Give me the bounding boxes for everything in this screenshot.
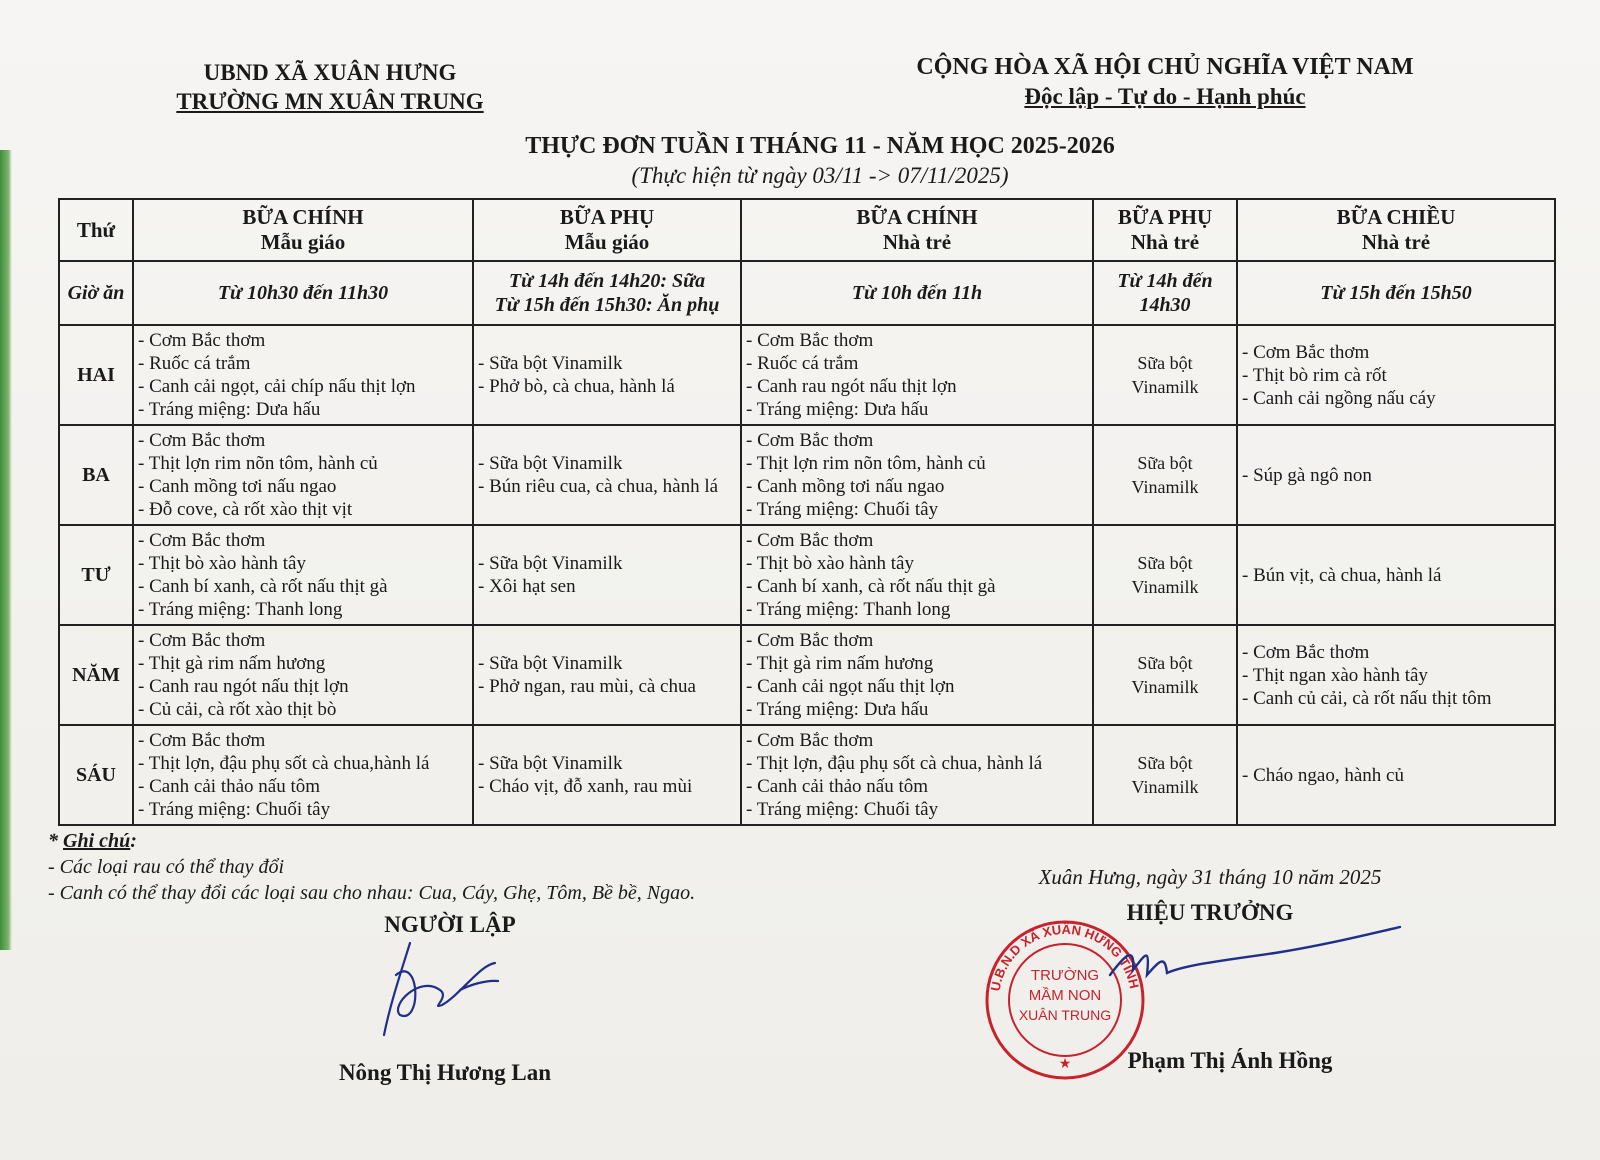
menu-line: - Canh bí xanh, cà rốt nấu thịt gà (746, 576, 996, 597)
menu-line: - Cơm Bắc thơm (746, 730, 874, 751)
menu-line: Sữa bột (1137, 353, 1193, 373)
time-col-2: Từ 14h đến 14h20: Sữa Từ 15h đến 15h30: Ăn phụ (473, 261, 741, 325)
menu-line: Vinamilk (1131, 477, 1199, 497)
menu-line: - Thịt bò rim cà rốt (1242, 364, 1387, 386)
menu-line: - Súp gà ngô non (1242, 464, 1372, 486)
country-header (905, 52, 1425, 112)
svg-text:★: ★ (1058, 1057, 1072, 1072)
header-col-4: BỮA PHỤ Nhà trẻ (1093, 199, 1237, 261)
org-line2: TRƯỜNG MN XUÂN TRUNG (176, 89, 484, 114)
menu-line: - Canh rau ngót nấu thịt lợn (746, 376, 957, 397)
header-col-1: BỮA CHÍNH Mẫu giáo (133, 199, 473, 261)
time-row (59, 261, 1555, 325)
cell-nt-main (741, 625, 1093, 725)
principal-signature (1105, 915, 1405, 1005)
menu-line: - Tráng miệng: Chuối tây (746, 799, 939, 820)
menu-line: - Tráng miệng: Chuối tây (746, 499, 939, 520)
stamp-line2: MẦM NON (1028, 987, 1102, 1004)
day-cell: BA (59, 425, 133, 525)
menu-line: - Tráng miệng: Thanh long (746, 599, 951, 620)
menu-line: - Cơm Bắc thơm (746, 430, 874, 451)
principal-role: HIỆU TRƯỞNG (1126, 900, 1294, 925)
menu-line: - Tráng miệng: Chuối tây (138, 799, 331, 820)
cell-mg-snack (473, 325, 741, 425)
stamp-line1: TRƯỜNG (1030, 967, 1100, 984)
cell-nt-snack (1093, 325, 1237, 425)
menu-line: - Canh mồng tơi nấu ngao (138, 476, 337, 497)
menu-line: Sữa bột (1137, 553, 1193, 573)
header-col-3: BỮA CHÍNH Nhà trẻ (741, 199, 1093, 261)
school-header (150, 58, 510, 116)
menu-line: - Thịt bò xào hành tây (138, 553, 306, 574)
menu-line: Vinamilk (1131, 577, 1199, 597)
menu-line: - Tráng miệng: Dưa hấu (138, 399, 321, 420)
menu-line: - Canh cải thảo nấu tôm (746, 776, 929, 797)
menu-line: - Canh củ cải, cà rốt nấu thịt tôm (1242, 687, 1492, 709)
menu-line: Vinamilk (1131, 777, 1199, 797)
menu-line: - Thịt gà rim nấm hương (746, 653, 934, 674)
preparer-name: Nông Thị Hương Lan (338, 1060, 552, 1085)
menu-line: - Cơm Bắc thơm (138, 530, 266, 551)
cell-nt-main (741, 725, 1093, 825)
cell-mg-main (133, 325, 473, 425)
day-cell: NĂM (59, 625, 133, 725)
menu-line: - Thịt lợn rim nõn tôm, hành củ (746, 453, 986, 474)
menu-line: - Tráng miệng: Dưa hấu (746, 399, 929, 420)
time-col-1: Từ 10h30 đến 11h30 (133, 261, 473, 325)
menu-line: Vinamilk (1131, 677, 1199, 697)
cell-nt-afternoon (1237, 425, 1555, 525)
cell-nt-main (741, 325, 1093, 425)
principal-name: Phạm Thị Ánh Hồng (1127, 1048, 1333, 1073)
menu-line: - Canh cải thảo nấu tôm (138, 776, 321, 797)
note-line-2: - Canh có thể thay đổi các loại sau cho nhau: Cua, Cáy, Ghẹ, Tôm, Bề bề, Ngao. (48, 882, 696, 904)
cell-mg-main (133, 625, 473, 725)
menu-line: - Sữa bột Vinamilk (478, 753, 623, 774)
menu-line: Sữa bột (1137, 653, 1193, 673)
cell-mg-snack (473, 425, 741, 525)
table-row (59, 525, 1555, 625)
page-title: THỰC ĐƠN TUẦN I THÁNG 11 - NĂM HỌC 2025-2026 (525, 133, 1115, 159)
cell-mg-snack (473, 625, 741, 725)
day-cell: SÁU (59, 725, 133, 825)
time-col-5: Từ 15h đến 15h50 (1237, 261, 1555, 325)
menu-line: - Phở bò, cà chua, hành lá (478, 376, 675, 397)
menu-line: - Sữa bột Vinamilk (478, 653, 623, 674)
stamp-ring-text: U.B.N.D XÃ XUÂN HƯNG TỈNH (987, 921, 1142, 993)
menu-line: - Canh mồng tơi nấu ngao (746, 476, 945, 497)
menu-line: - Cơm Bắc thơm (138, 430, 266, 451)
menu-line: - Cơm Bắc thơm (1242, 341, 1370, 363)
cell-mg-main (133, 425, 473, 525)
time-col-4: Từ 14h đến 14h30 (1093, 261, 1237, 325)
cell-nt-snack (1093, 425, 1237, 525)
menu-line: - Phở ngan, rau mùi, cà chua (478, 676, 696, 697)
note-line-1: - Các loại rau có thể thay đổi (48, 856, 285, 878)
header-col-5: BỮA CHIỀU Nhà trẻ (1237, 199, 1555, 261)
menu-line: - Cơm Bắc thơm (746, 330, 874, 351)
menu-line: - Thịt lợn rim nõn tôm, hành củ (138, 453, 378, 474)
org-line1: UBND XÃ XUÂN HƯNG (203, 60, 457, 85)
menu-line: - Cơm Bắc thơm (138, 630, 266, 651)
country-line1: CỘNG HÒA XÃ HỘI CHỦ NGHĨA VIỆT NAM (916, 54, 1414, 80)
cell-nt-afternoon (1237, 325, 1555, 425)
cell-nt-main (741, 525, 1093, 625)
menu-line: - Thịt bò xào hành tây (746, 553, 914, 574)
menu-line: - Canh bí xanh, cà rốt nấu thịt gà (138, 576, 388, 597)
stamp-line3: XUÂN TRUNG (1018, 1007, 1112, 1023)
cell-nt-snack (1093, 525, 1237, 625)
table-header-row (59, 199, 1555, 261)
cell-nt-snack (1093, 625, 1237, 725)
menu-line: Vinamilk (1131, 377, 1199, 397)
cell-mg-main (133, 725, 473, 825)
notes (48, 828, 695, 906)
menu-line: - Bún vịt, cà chua, hành lá (1242, 564, 1442, 586)
preparer-signature (370, 935, 510, 1045)
menu-line: - Sữa bột Vinamilk (478, 553, 623, 574)
time-label: Giờ ăn (59, 261, 133, 325)
cell-nt-afternoon (1237, 525, 1555, 625)
date-line: Xuân Hưng, ngày 31 tháng 10 năm 2025 (1038, 865, 1382, 889)
notes-prefix: * (48, 830, 63, 852)
menu-line: - Canh cải ngọt nấu thịt lợn (746, 676, 955, 697)
menu-line: - Củ cải, cà rốt xào thịt bò (138, 699, 337, 720)
menu-line: - Thịt ngan xào hành tây (1242, 664, 1428, 686)
menu-line: - Ruốc cá trắm (746, 353, 859, 374)
cell-mg-snack (473, 525, 741, 625)
day-cell: HAI (59, 325, 133, 425)
country-motto: Độc lập - Tự do - Hạnh phúc (1024, 84, 1306, 109)
menu-line: - Tráng miệng: Thanh long (138, 599, 343, 620)
menu-table (58, 198, 1556, 826)
menu-line: - Tráng miệng: Dưa hấu (746, 699, 929, 720)
menu-line: - Sữa bột Vinamilk (478, 453, 623, 474)
menu-line: - Thịt gà rim nấm hương (138, 653, 326, 674)
cell-nt-afternoon (1237, 725, 1555, 825)
menu-line: - Xôi hạt sen (478, 576, 576, 597)
menu-line: - Cháo ngao, hành củ (1242, 764, 1404, 786)
menu-line: - Cháo vịt, đỗ xanh, rau mùi (478, 776, 693, 797)
preparer-role: NGƯỜI LẬP (384, 912, 516, 937)
menu-line: - Sữa bột Vinamilk (478, 353, 623, 374)
menu-line: - Canh cải ngồng nấu cáy (1242, 387, 1436, 409)
header-day: Thứ (59, 199, 133, 261)
menu-line: - Thịt lợn, đậu phụ sốt cà chua, hành lá (746, 753, 1043, 774)
day-cell: TƯ (59, 525, 133, 625)
table-row (59, 725, 1555, 825)
menu-line: - Canh rau ngót nấu thịt lợn (138, 676, 349, 697)
page-subtitle: (Thực hiện từ ngày 03/11 -> 07/11/2025) (631, 163, 1009, 188)
header-col-2: BỮA PHỤ Mẫu giáo (473, 199, 741, 261)
cell-mg-snack (473, 725, 741, 825)
menu-line: - Đỗ cove, cà rốt xào thịt vịt (138, 499, 353, 520)
menu-line: - Cơm Bắc thơm (138, 330, 266, 351)
notes-heading: Ghi chú (63, 830, 131, 852)
menu-line: - Canh cải ngọt, cải chíp nấu thịt lợn (138, 376, 416, 397)
menu-line: - Cơm Bắc thơm (746, 530, 874, 551)
table-row (59, 325, 1555, 425)
menu-line: Sữa bột (1137, 753, 1193, 773)
table-row (59, 625, 1555, 725)
table-row (59, 425, 1555, 525)
menu-line: - Ruốc cá trắm (138, 353, 251, 374)
menu-line: Sữa bột (1137, 453, 1193, 473)
cell-nt-afternoon (1237, 625, 1555, 725)
menu-line: - Cơm Bắc thơm (1242, 641, 1370, 663)
cell-mg-main (133, 525, 473, 625)
menu-line: - Bún riêu cua, cà chua, hành lá (478, 476, 719, 497)
time-col-3: Từ 10h đến 11h (741, 261, 1093, 325)
notes-colon: : (130, 830, 137, 852)
cell-nt-snack (1093, 725, 1237, 825)
menu-line: - Cơm Bắc thơm (746, 630, 874, 651)
menu-line: - Cơm Bắc thơm (138, 730, 266, 751)
cell-nt-main (741, 425, 1093, 525)
green-edge-decoration (0, 150, 12, 950)
menu-line: - Thịt lợn, đậu phụ sốt cà chua,hành lá (138, 753, 430, 774)
